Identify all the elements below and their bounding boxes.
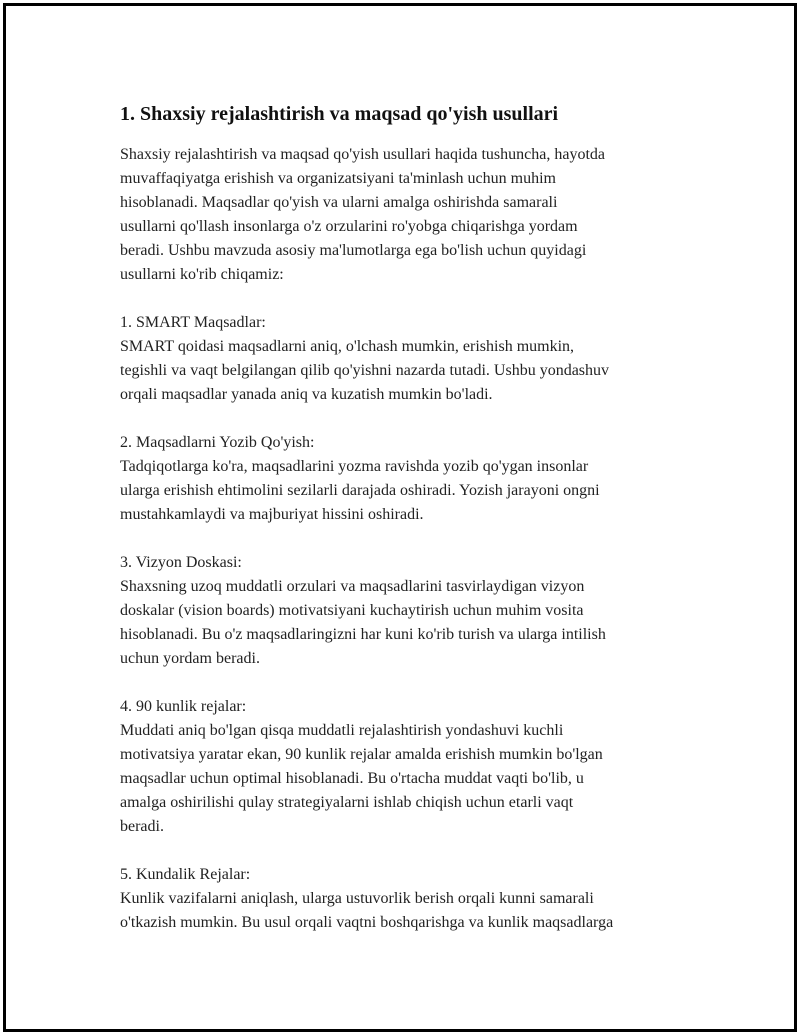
document-content [120,102,720,959]
section-vision-board [120,551,720,671]
intro-paragraph: Shaxsiy rejalashtirish va maqsad qo'yish usullari haqida tushuncha, hayotda muvaffaqiyatga erishish va organizatsiyani ta'minlash uchun muhim hisoblanadi. Maqsadlar qo'yish va ularni amalga oshirishda samarali usullarni qo'llash insonlarga o'z orzularini ro'yobga chiqarishga yordam beradi. Ushbu mavzuda asosiy ma'lumotlarga ega bo'lish uchun quyidagi usullarni ko'rib chiqamiz: [120,146,606,283]
section-writing-goals [120,431,720,527]
section-heading: 1. SMART Maqsadlar: [120,314,266,331]
section-heading: 5. Kundalik Rejalar: [120,866,251,883]
section-heading: 4. 90 kunlik rejalar: [120,698,247,715]
section-90-day-plans [120,695,720,839]
section-body: SMART qoidasi maqsadlarni aniq, o'lchash mumkin, erishish mumkin, tegishli va vaqt belgilangan qilib qo'yishni nazarda tutadi. Ushbu yondashuv orqali maqsadlar yanada aniq va kuzatish mumkin bo'ladi. [120,338,610,403]
section-heading: 3. Vizyon Doskasi: [120,554,242,571]
section-smart-goals [120,311,720,407]
section-body: Shaxsning uzoq muddatli orzulari va maqsadlarini tasvirlaydigan vizyon doskalar (vision boards) motivatsiyani kuchaytirish uchun muhim vosita hisoblanadi. Bu o'z maqsadlaringizni har kuni ko'rib turish va ularga intilish uchun yordam beradi. [120,578,606,667]
section-daily-plans [120,863,720,935]
document-title: 1. Shaxsiy rejalashtirish va maqsad qo'yish usullari [120,103,559,125]
document-page [3,3,797,1032]
section-body: Kunlik vazifalarni aniqlash, ularga ustuvorlik berish orqali kunni samarali o'tkazish mumkin. Bu usul orqali vaqtni boshqarishga va kunlik maqsadlarga [120,890,614,931]
section-body: Muddati aniq bo'lgan qisqa muddatli rejalashtirish yondashuvi kuchli motivatsiya yaratar ekan, 90 kunlik rejalar amalda erishish mumkin bo'lgan maqsadlar uchun optimal hisoblanadi. Bu o'rtacha muddat vaqti bo'lib, u amalga oshirilishi qulay strategiyalarni ishlab chiqish uchun etarli vaqt beradi. [120,722,603,835]
section-heading: 2. Maqsadlarni Yozib Qo'yish: [120,434,315,451]
section-body: Tadqiqotlarga ko'ra, maqsadlarini yozma ravishda yozib qo'ygan insonlar ularga erishish ehtimolini sezilarli darajada oshiradi. Yozish jarayoni ongni mustahkamlaydi va majburiyat hissini oshiradi. [120,458,600,523]
